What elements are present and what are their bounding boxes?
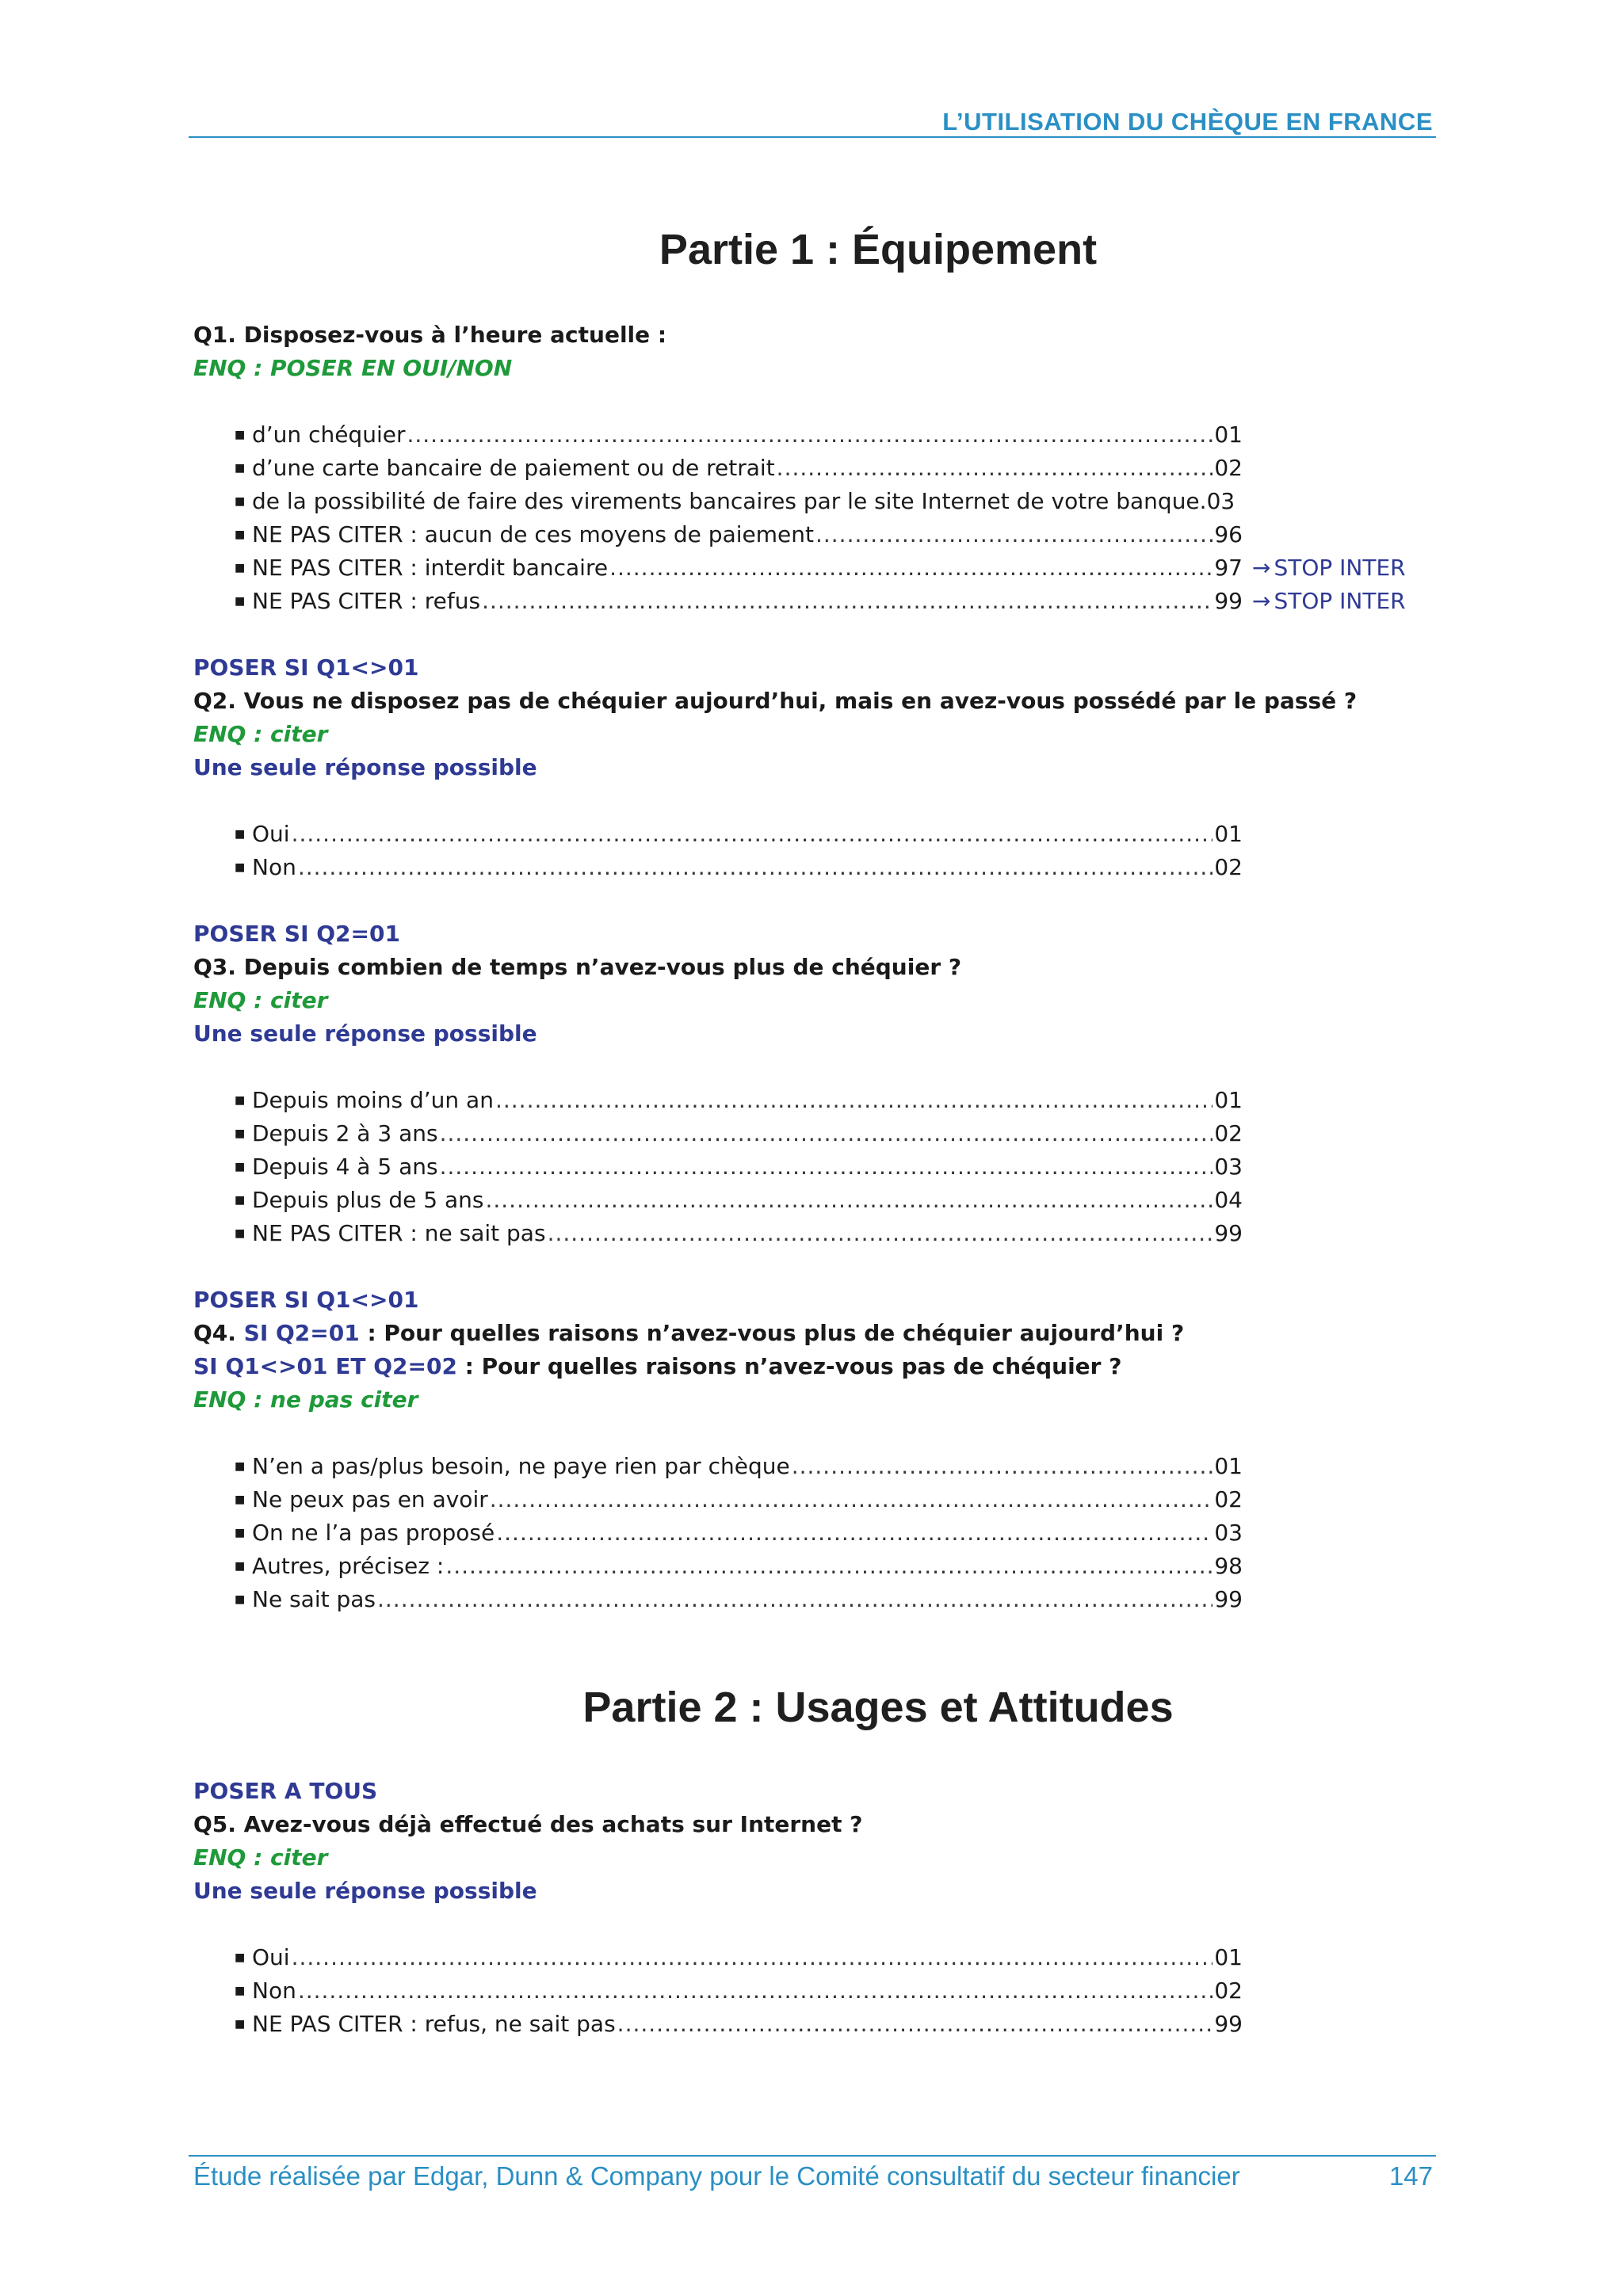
header-title: L’UTILISATION DU CHÈQUE EN FRANCE: [942, 108, 1433, 135]
list-item: ■ d’une carte bancaire de paiement ou de retrait ..... 02: [252, 452, 1243, 485]
question-q1: [193, 318, 1430, 618]
page-number: 147: [1388, 2161, 1433, 2191]
list-item: ■ On ne l’a pas proposé ..... 03: [252, 1516, 1243, 1550]
bullet-icon: ■: [235, 1493, 246, 1506]
question-condition: POSER SI Q2=01: [193, 921, 400, 947]
question-condition: POSER A TOUS: [193, 1778, 378, 1804]
interviewer-instruction: ENQ : citer: [193, 987, 328, 1013]
part-1-title: Partie 1 : Équipement: [659, 226, 1098, 273]
interviewer-instruction: ENQ : POSER EN OUI/NON: [193, 355, 513, 381]
bullet-icon: ■: [235, 495, 246, 508]
list-item: ■ Ne peux pas en avoir ..... 02: [252, 1483, 1243, 1516]
response-type: Une seule réponse possible: [193, 1878, 537, 1904]
bullet-icon: ■: [235, 861, 246, 874]
list-item: ■ Depuis 2 à 3 ans ..... 02: [252, 1117, 1243, 1150]
list-item: ■ Depuis 4 à 5 ans ..... 03: [252, 1150, 1243, 1184]
question-text: Q1. Disposez-vous à l’heure actuelle :: [193, 322, 667, 348]
part-2-title: Partie 2 : Usages et Attitudes: [582, 1684, 1174, 1731]
question-text: Q3. Depuis combien de temps n’avez-vous plus de chéquier ?: [193, 954, 962, 980]
bullet-icon: ■: [235, 2018, 246, 2031]
bullet-icon: ■: [235, 595, 246, 608]
question-text-alt: SI Q1<>01 ET Q2=02 : Pour quelles raisons n’avez-vous pas de chéquier ?: [193, 1353, 1122, 1379]
list-item: ■ Oui ..... 01: [252, 818, 1243, 851]
question-condition: POSER SI Q1<>01: [193, 654, 419, 681]
list-item: ■ N’en a pas/plus besoin, ne paye rien par chèque ..... 01: [252, 1450, 1243, 1483]
option-list: [193, 1941, 1430, 2041]
bullet-icon: ■: [235, 1094, 246, 1107]
list-item: ■ Non ..... 02: [252, 1974, 1243, 2008]
skip-instruction: → STOP INTER: [1252, 555, 1406, 581]
list-item: ■ Autres, précisez : ..... 98: [252, 1550, 1243, 1583]
bullet-icon: ■: [235, 1560, 246, 1573]
option-list: [193, 1450, 1430, 1616]
bullet-icon: ■: [235, 828, 246, 841]
header-rule: [189, 136, 1436, 138]
list-item: ■ Depuis plus de 5 ans ..... 04: [252, 1184, 1243, 1217]
option-list: [193, 818, 1430, 884]
bullet-icon: ■: [235, 1527, 246, 1539]
list-item: ■ Oui ..... 01: [252, 1941, 1243, 1974]
skip-instruction: → STOP INTER: [1252, 588, 1406, 614]
option-list: [193, 1084, 1430, 1250]
question-condition: POSER SI Q1<>01: [193, 1287, 419, 1313]
bullet-icon: ■: [235, 1985, 246, 1997]
question-q4: [193, 1283, 1430, 1616]
interviewer-instruction: ENQ : citer: [193, 721, 328, 747]
list-item: ■ Ne sait pas ..... 99: [252, 1583, 1243, 1616]
list-item: ■ NE PAS CITER : aucun de ces moyens de paiement ..... 96: [252, 518, 1243, 551]
list-item: ■ de la possibilité de faire des virements bancaires par le site Internet de votre banque. 03: [252, 485, 1243, 518]
question-text: Q2. Vous ne disposez pas de chéquier aujourd’hui, mais en avez-vous possédé par le passé ?: [193, 688, 1358, 714]
bullet-icon: ■: [235, 1127, 246, 1140]
list-item: ■ NE PAS CITER : interdit bancaire ..... 97 → STOP INTER: [252, 551, 1243, 585]
bullet-icon: ■: [235, 1593, 246, 1606]
list-item: ■ Non ..... 02: [252, 851, 1243, 884]
bullet-icon: ■: [235, 462, 246, 475]
footer-text: Étude réalisée par Edgar, Dunn & Company pour le Comité consultatif du secteur financier: [193, 2161, 1240, 2191]
question-q3: [193, 917, 1430, 1250]
question-text: Q5. Avez-vous déjà effectué des achats sur Internet ?: [193, 1811, 863, 1837]
bullet-icon: ■: [235, 562, 246, 574]
bullet-icon: ■: [235, 1194, 246, 1207]
interviewer-instruction: ENQ : ne pas citer: [193, 1386, 418, 1413]
bullet-icon: ■: [235, 429, 246, 441]
bullet-icon: ■: [235, 1227, 246, 1240]
bullet-icon: ■: [235, 1161, 246, 1173]
interviewer-instruction: ENQ : citer: [193, 1844, 328, 1871]
list-item: ■ NE PAS CITER : refus, ne sait pas ..... 99: [252, 2008, 1243, 2041]
arrow-right-icon: →: [1252, 588, 1271, 614]
list-item: ■ NE PAS CITER : ne sait pas ..... 99: [252, 1217, 1243, 1250]
response-type: Une seule réponse possible: [193, 1020, 537, 1047]
question-q5: [193, 1775, 1430, 2041]
bullet-icon: ■: [235, 528, 246, 541]
footer-rule: [189, 2155, 1436, 2157]
list-item: ■ NE PAS CITER : refus ..... 99 → STOP INTER: [252, 585, 1243, 618]
question-q2: [193, 651, 1430, 884]
bullet-icon: ■: [235, 1460, 246, 1473]
list-item: ■ d’un chéquier ..... 01: [252, 418, 1243, 452]
option-list: [193, 418, 1430, 618]
bullet-icon: ■: [235, 1951, 246, 1964]
arrow-right-icon: →: [1252, 555, 1271, 581]
list-item: ■ Depuis moins d’un an ..... 01: [252, 1084, 1243, 1117]
response-type: Une seule réponse possible: [193, 754, 537, 780]
question-text: Q4. SI Q2=01 : Pour quelles raisons n’avez-vous plus de chéquier aujourd’hui ?: [193, 1320, 1185, 1346]
